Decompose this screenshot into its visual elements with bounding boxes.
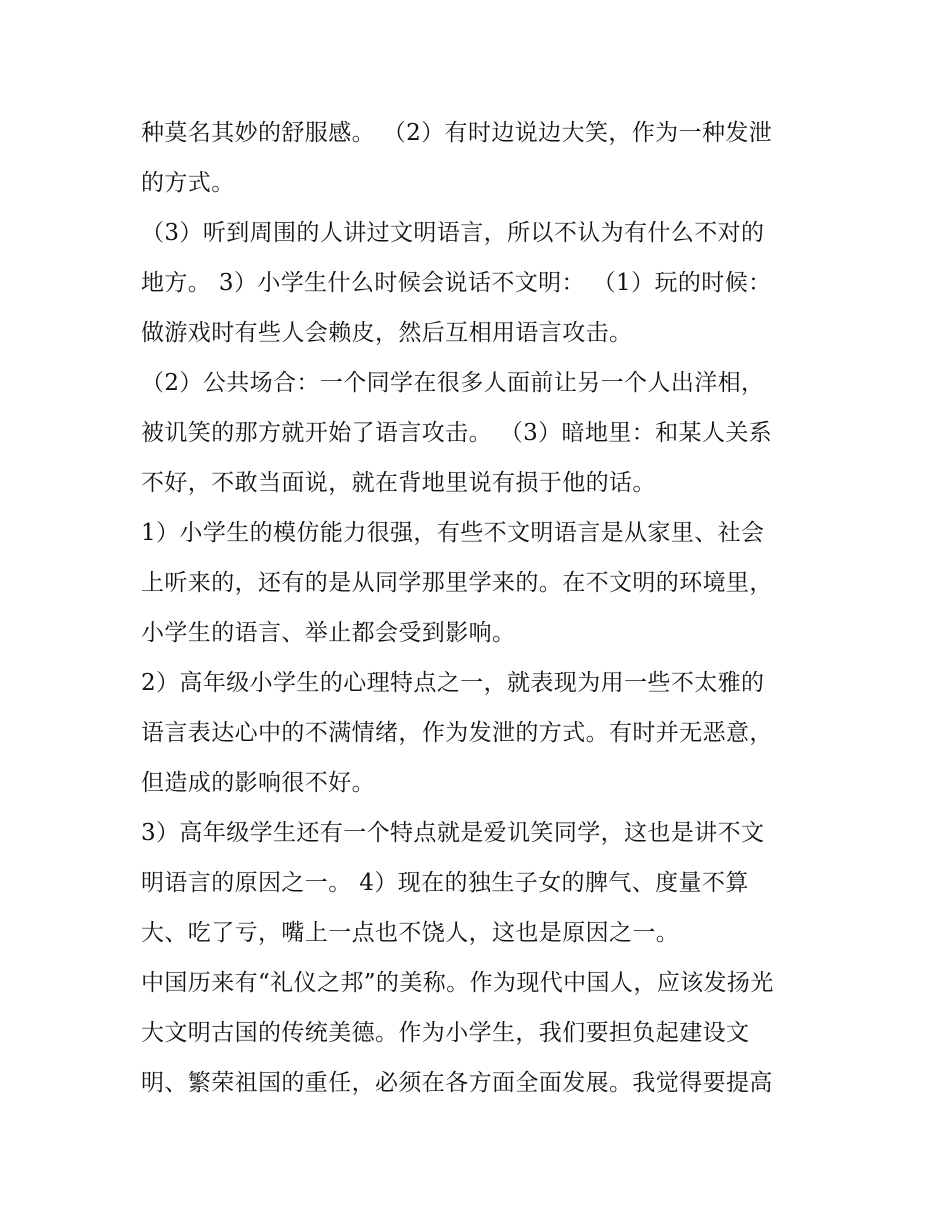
- body-text: [141, 108, 821, 1108]
- text-line-4: 地方。 3）小学生什么时候会说话不文明： （1）玩的时候：: [141, 270, 772, 296]
- text-line-3: （3）听到周围的人讲过文明语言，所以不认为有什么不对的: [141, 220, 765, 246]
- text-line-10: 上听来的，还有的是从同学那里学来的。在不文明的环境里，: [141, 570, 773, 596]
- text-line-13: 语言表达心中的不满情绪，作为发泄的方式。有时并无恶意，: [141, 720, 773, 746]
- text-line-5: 做游戏时有些人会赖皮，然后互相用语言攻击。: [141, 320, 633, 346]
- text-line-19: 大文明古国的传统美德。作为小学生，我们要担负起建设文: [141, 1020, 750, 1046]
- text-line-14: 但造成的影响很不好。: [141, 770, 375, 796]
- text-line-15: 3）高年级学生还有一个特点就是爱讥笑同学，这也是讲不文: [141, 820, 765, 846]
- text-line-12: 2）高年级小学生的心理特点之一，就表现为用一些不太雅的: [141, 670, 765, 696]
- text-line-17: 大、吃了亏，嘴上一点也不饶人，这也是原因之一。: [141, 920, 680, 946]
- text-line-2: 的方式。: [141, 170, 235, 196]
- text-line-16: 明语言的原因之一。 4）现在的独生子女的脾气、度量不算: [141, 870, 749, 896]
- text-line-18: 中国历来有“礼仪之邦”的美称。作为现代中国人，应该发扬光: [141, 970, 774, 996]
- text-line-8: 不好，不敢当面说，就在背地里说有损于他的话。: [141, 470, 656, 496]
- text-line-6: （2）公共场合：一个同学在很多人面前让另一个人出洋相，: [141, 370, 765, 396]
- text-line-20: 明、繁荣祖国的重任，必须在各方面全面发展。我觉得要提高: [141, 1070, 773, 1096]
- text-line-1: 种莫名其妙的舒服感。 （2）有时边说边大笑，作为一种发泄: [141, 120, 773, 146]
- text-line-11: 小学生的语言、举止都会受到影响。: [141, 620, 516, 646]
- text-line-7: 被讥笑的那方就开始了语言攻击。 （3）暗地里：和某人关系: [141, 420, 773, 446]
- text-line-9: 1）小学生的模仿能力很强，有些不文明语言是从家里、社会: [141, 520, 765, 546]
